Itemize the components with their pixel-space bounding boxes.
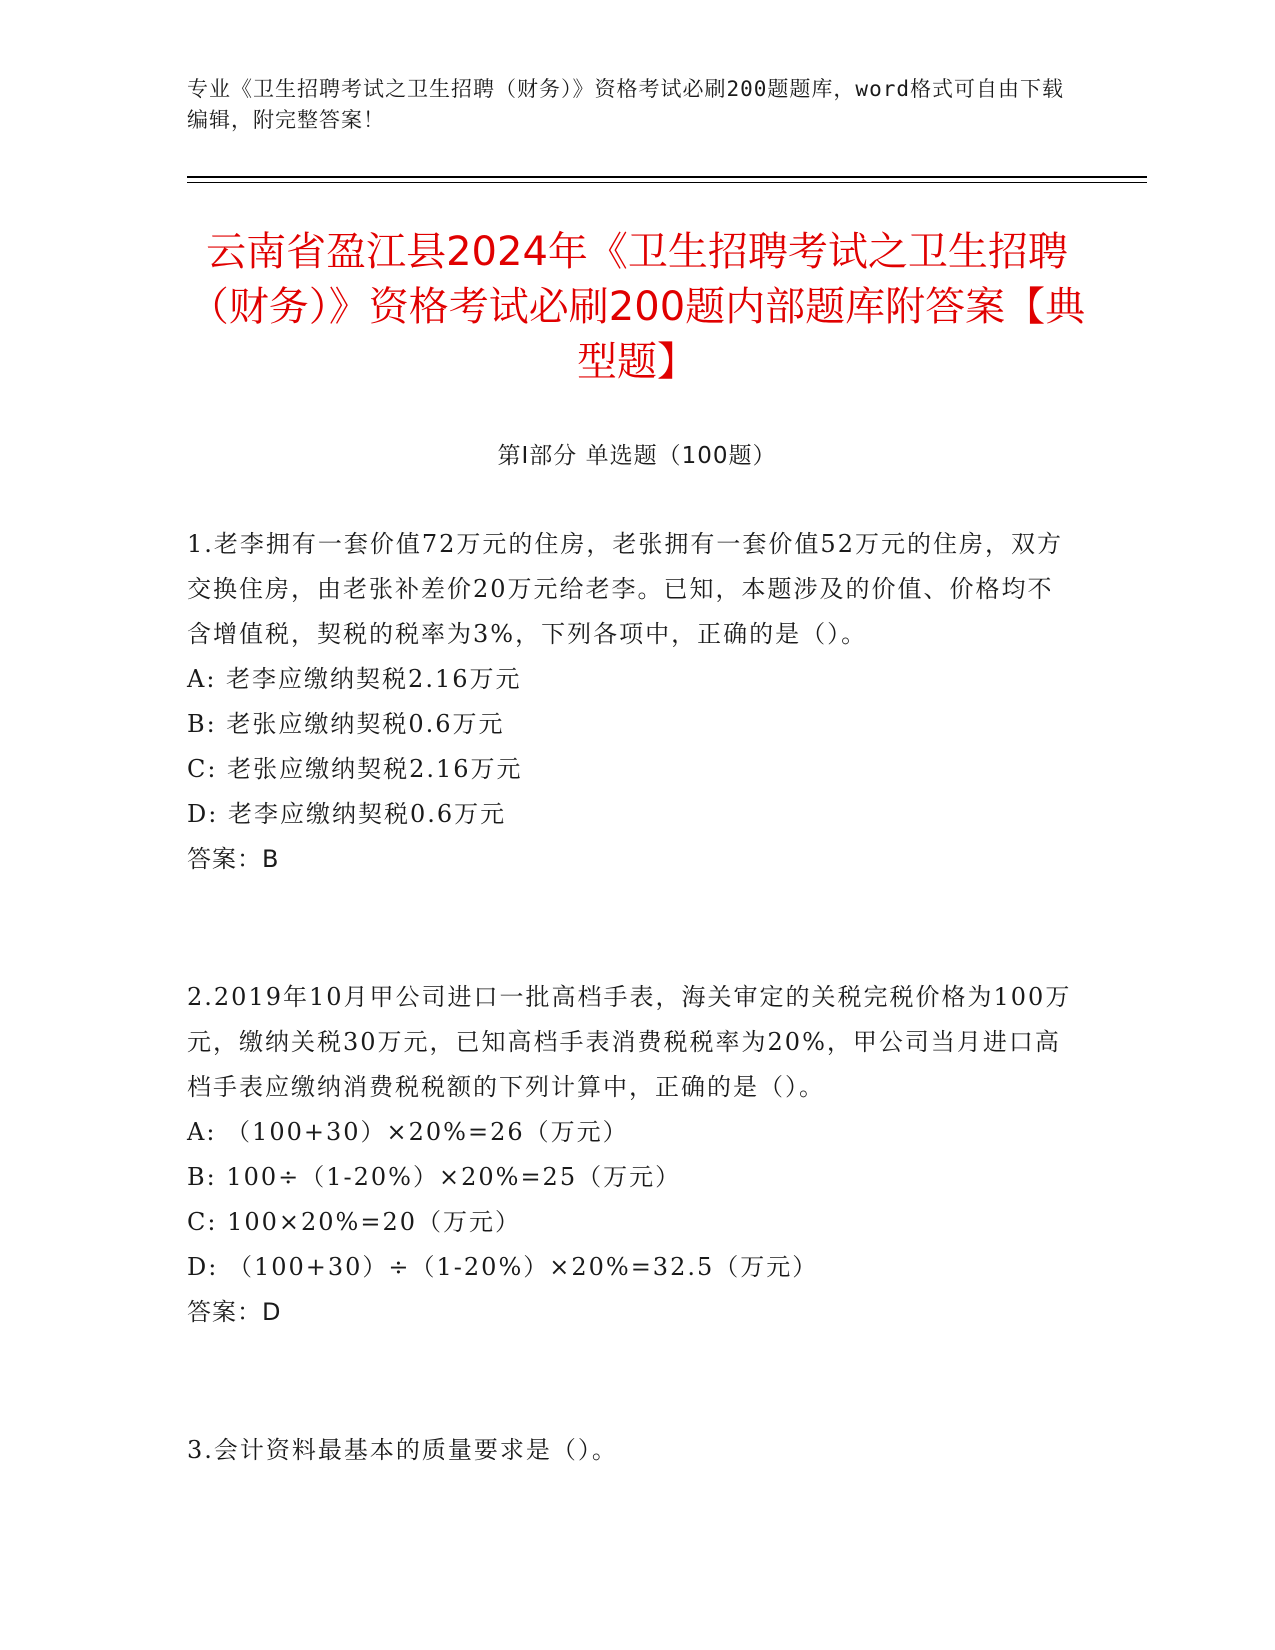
answer: 答案：B xyxy=(187,845,280,873)
question-stem: 2.2019年10月甲公司进口一批高档手表，海关审定的关税完税价格为100万元，缴纳关税30万元，已知高档手表消费税税率为20%，甲公司当月进口高档手表应缴纳消费税税额的下列计算中，正确的是（）。 xyxy=(187,983,1072,1101)
question-2 xyxy=(187,975,1077,1335)
answer: 答案：D xyxy=(187,1298,282,1326)
header-note: 专业《卫生招聘考试之卫生招聘（财务）》资格考试必刷200题题库，word格式可自由下载编辑，附完整答案！ xyxy=(187,77,1064,132)
document-title: 云南省盈江县2024年《卫生招聘考试之卫生招聘（财务）》资格考试必刷200题内部题库附答案【典型题】 xyxy=(188,229,1086,385)
header-divider-thin xyxy=(187,182,1147,183)
option-a: A: （100+30）×20%=26（万元） xyxy=(187,1118,629,1146)
option-d: D: 老李应缴纳契税0.6万元 xyxy=(187,800,507,828)
question-stem: 1.老李拥有一套价值72万元的住房，老张拥有一套价值52万元的住房，双方交换住房，由老张补差价20万元给老李。已知，本题涉及的价值、价格均不含增值税，契税的税率为3%，下列各项中，正确的是（）。 xyxy=(187,530,1063,648)
section-title: 第I部分 单选题（100题） xyxy=(497,443,777,469)
option-a: A: 老李应缴纳契税2.16万元 xyxy=(187,665,522,693)
option-d: D: （100+30）÷（1-20%）×20%=32.5（万元） xyxy=(187,1253,819,1281)
question-1 xyxy=(187,522,1077,882)
option-c: C: 100×20%=20（万元） xyxy=(187,1208,521,1236)
option-b: B: 老张应缴纳契税0.6万元 xyxy=(187,710,505,738)
option-b: B: 100÷（1-20%）×20%=25（万元） xyxy=(187,1163,682,1191)
question-stem: 3.会计资料最基本的质量要求是（）。 xyxy=(187,1436,618,1464)
question-3 xyxy=(187,1428,1077,1473)
option-c: C: 老张应缴纳契税2.16万元 xyxy=(187,755,523,783)
header-divider-thick xyxy=(187,176,1147,178)
